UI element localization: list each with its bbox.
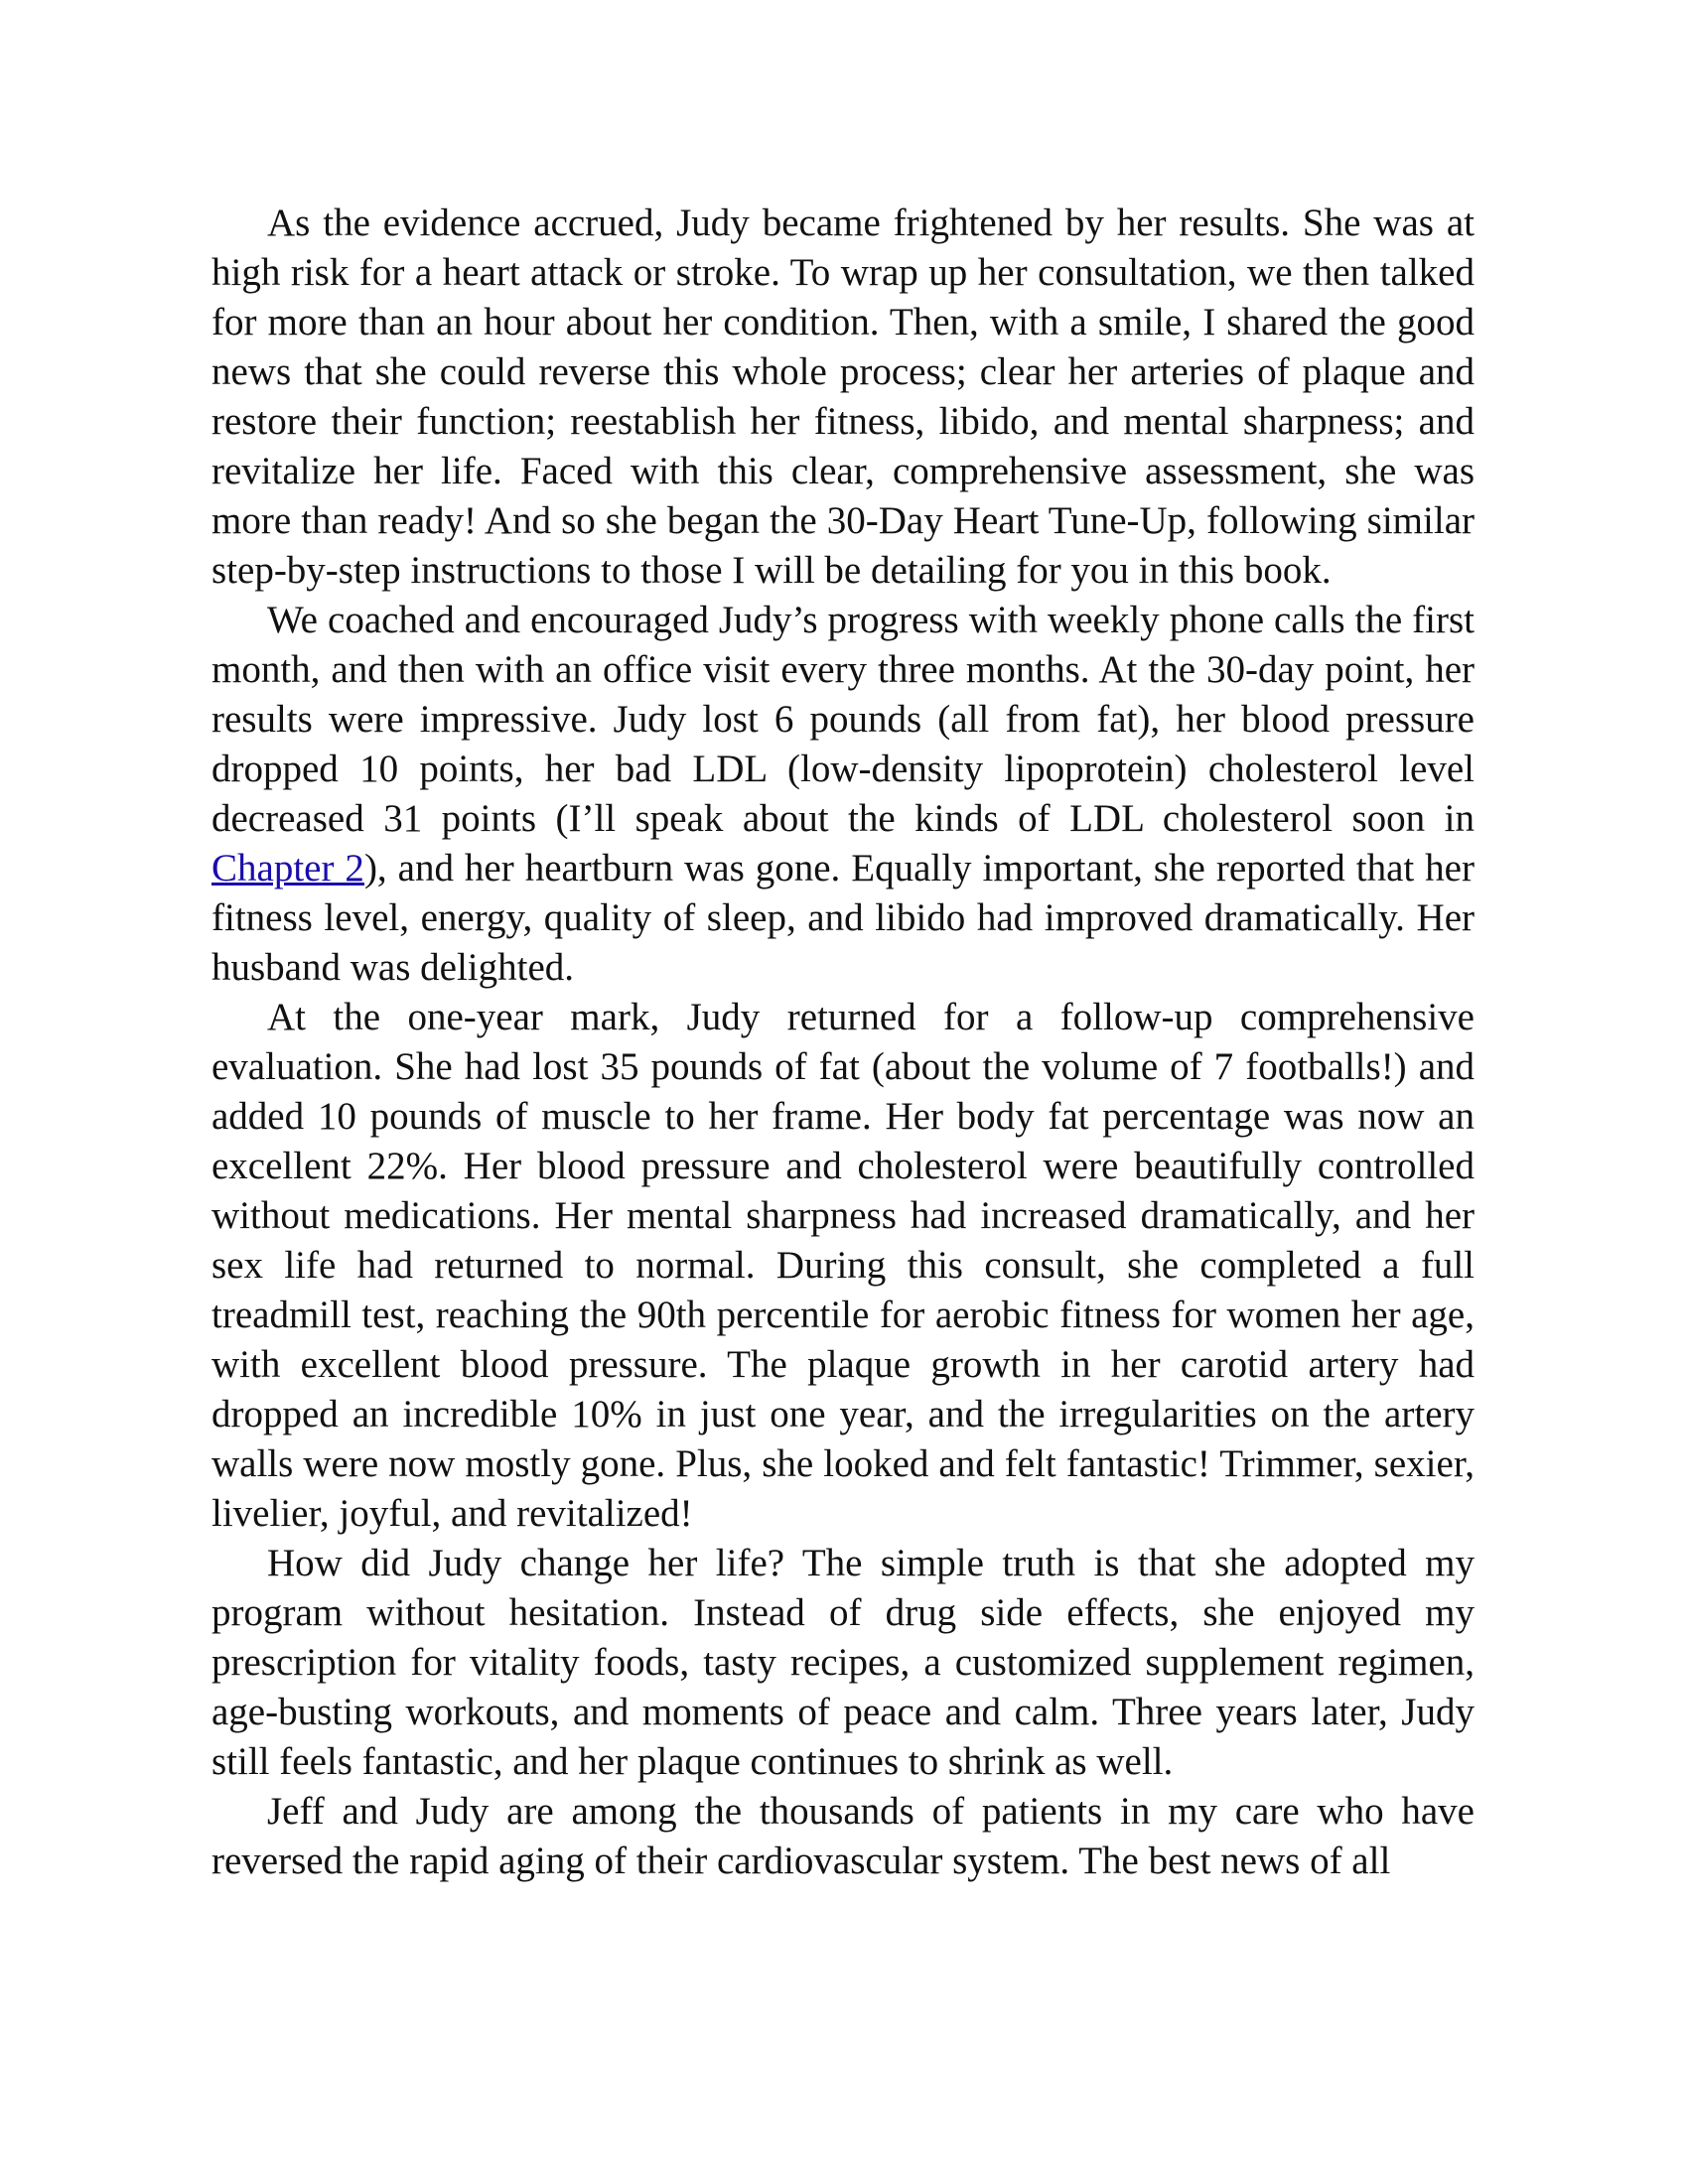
paragraph-jeff-and-judy: Jeff and Judy are among the thousands of patients in my care who have reversed the rapid aging of their cardiovascular system. The best news of all: [211, 1790, 1475, 1882]
chapter-2-link[interactable]: Chapter 2: [211, 847, 364, 889]
paragraph-text-after-link: ), and her heartburn was gone. Equally important, she reported that her fitness level, energy, quality of sleep, and libido had improved dramatically. Her husband was delighted.: [211, 847, 1475, 989]
paragraph-judy-results: As the evidence accrued, Judy became frightened by her results. She was at high risk for a heart attack or stroke. To wrap up her consultation, we then talked for more than an hour about her condition. Then, with a smile, I shared the good news that she could reverse this whole process; clear her arteries of plaque and restore their function; reestablish her fitness, libido, and mental sharpness; and revitalize her life. Faced with this clear, comprehensive assessment, she was more than ready! And so she began the 30-Day Heart Tune-Up, following similar step-by-step instructions to those I will be detailing for you in this book.: [211, 202, 1475, 592]
paragraph-judy-progress: [211, 596, 1475, 993]
document-page: [211, 199, 1475, 1886]
paragraph-text-before-link: We coached and encouraged Judy’s progress with weekly phone calls the first month, and then with an office visit every three months. At the 30-day point, her results were impressive. Judy lost 6 pounds (all from fat), her blood pressure dropped 10 points, her bad LDL (low-density lipoprotein) cholesterol level decreased 31 points (I’ll speak about the kinds of LDL cholesterol soon in: [211, 599, 1475, 840]
paragraph-one-year-mark: At the one-year mark, Judy returned for a follow-up comprehensive evaluation. She had lost 35 pounds of fat (about the volume of 7 footballs!) and added 10 pounds of muscle to her frame. Her body fat percentage was now an excellent 22%. Her blood pressure and cholesterol were beautifully controlled without medications. Her mental sharpness had increased dramatically, and her sex life had returned to normal. During this consult, she completed a full treadmill test, reaching the 90th percentile for aerobic fitness for women her age, with excellent blood pressure. The plaque growth in her carotid artery had dropped an incredible 10% in just one year, and the irregularities on the artery walls were now mostly gone. Plus, she looked and felt fantastic! Trimmer, sexier, livelier, joyful, and revitalized!: [211, 996, 1475, 1535]
paragraph-how-judy-changed: How did Judy change her life? The simple truth is that she adopted my program without hesitation. Instead of drug side effects, she enjoyed my prescription for vitality foods, tasty recipes, a customized supplement regimen, age-busting workouts, and moments of peace and calm. Three years later, Judy still feels fantastic, and her plaque continues to shrink as well.: [211, 1542, 1475, 1783]
